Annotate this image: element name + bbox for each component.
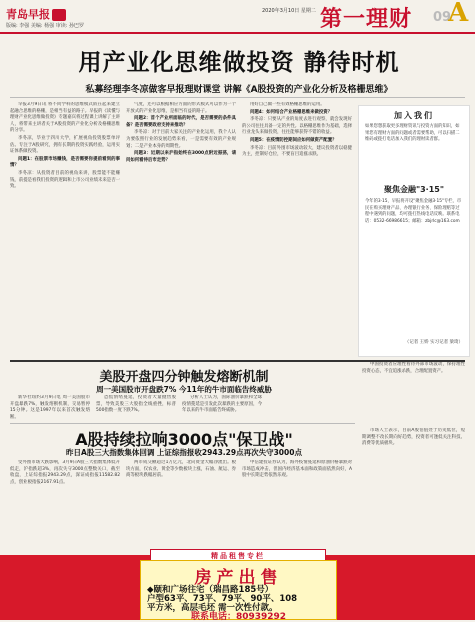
lead-headline: 用产业化思维做投资 静待时机 bbox=[78, 50, 400, 76]
story2-column-3 bbox=[182, 395, 262, 421]
sidebar-title-315: 聚焦金融"3·15" bbox=[383, 185, 445, 194]
sidebar-box bbox=[358, 105, 470, 357]
paragraph: 李冬凉：从投资者目前的视角来讲，股票能不能赚钱，前提是看我们投资的逻辑和上市公司业绩未来是否一致。 bbox=[10, 170, 120, 190]
paragraph: 恐慌情绪蔓延，投资者大量抛售股票，导致美股三大股指全线重挫，标普500指数一度下跌7%。 bbox=[96, 395, 176, 414]
story3-column-3 bbox=[242, 460, 352, 546]
paragraph: 问题5：在疫情防控期间应如何做资产配置？ bbox=[250, 137, 337, 143]
page-number: 09 bbox=[433, 10, 452, 25]
editor-meta: 版编: 李强 美编: 杨强 审读: 孙巴罗 bbox=[6, 23, 85, 29]
paragraph: 早报3月9日讯 将不同学科的思维模式嵌在起来建立起融合思维的格栅，是相当有益的路子。早报的《读懂与理财产业化思维做投资》专题嘉宾将过程课上讲解了主讲人，将带来主讲者关于A股投资的产业化分析及格栅思维的分享。 bbox=[10, 102, 120, 134]
ad-line-3: 平方米，高层毛坯 需一次性付款。 bbox=[147, 603, 278, 613]
paragraph: 问题3：近期以来沪指始终在3000点附近振荡，请问如何看待后市走势？ bbox=[126, 151, 236, 163]
story3-column-1 bbox=[10, 460, 120, 546]
paragraph: 李冬凉：只要从产业的角度去进行观察，就会发现好的公司往往具备一定的共性。以格栅思维作为基础，选择行业龙头来做投资，往往能够获得不错的收益。 bbox=[242, 117, 352, 136]
sidebar-credit: （记者 王娇 实习记者 梁琦） bbox=[404, 340, 463, 345]
paragraph: 两市成交额超过1万亿元，北向资金大幅净流出。板块方面，仅农业、黄金等少数板块上涨，石油、航运、券商等板块跌幅居前。 bbox=[126, 460, 236, 479]
lead-subhead: 私募经理李冬凉做客早报理财课堂 讲解《A股投资的产业化分析及格栅思维》 bbox=[85, 85, 393, 95]
paragraph: 问题2：首个产业所面临的时代，是否需要的条件具备？是否需要政府支持来推动？ bbox=[126, 116, 236, 128]
sidebar-title-join: 加入我们 bbox=[394, 111, 434, 120]
story3-column-4 bbox=[362, 428, 465, 546]
paragraph: 中国投资者应理性看待外部市场波动，保持理性投资心态，不宜追涨杀跌，合理配置资产。 bbox=[362, 362, 465, 374]
story2-column-1 bbox=[10, 395, 90, 421]
ad-phone: 联系电话：80939292 bbox=[190, 612, 287, 622]
story2-column-4 bbox=[362, 362, 465, 422]
paragraph: 受外围市场大跌影响，3月9日A股三大指数集体低开低走，沪指跌超3%，再次失守3000点整数关口，截至收盘，上证综指报2943.29点，深证成指报11582.82点，创业板指报2167.91点。 bbox=[10, 460, 120, 485]
paragraph: 气度，还可以根据相应方面的形式模式可以作为一个开放式的产业化思维，是相当有益的路子。 bbox=[126, 102, 236, 114]
lead-column-2 bbox=[126, 102, 236, 352]
story3-headline: A股持续拉响3000点"保卫战" bbox=[75, 430, 293, 449]
sidebar-text-315: 今年的3·15，早报将开设"聚焦金融3·15"专栏，市民在购买理财产品、办理银行业务、保险理赔等过程中遇到的问题，均可拨打热线电话反映。联系电话：0532-66986615；邮箱：zbjrlc@163.com bbox=[365, 199, 462, 224]
paragraph: 新华社纽约3月9日电 周一美国股市开盘暴跌7%，触发熔断机制，交易暂停15分钟。这是1997年以来首次触发熔断。 bbox=[10, 395, 90, 420]
page-letter: A bbox=[448, 0, 469, 28]
story3-subhead: 昨日A股三大指数集体回调 上证综指报收2943.29点再次失守3000点 bbox=[66, 448, 302, 457]
newspaper-logo: 青岛早报 bbox=[6, 6, 66, 22]
ad-box bbox=[140, 560, 337, 620]
sidebar-text-join: 如果您想获取更多理财资讯与投资方面的知识，如果您有理财方面的问题或者需要帮助，可以扫描二维码或拨打电话加入我们的理财读者群。 bbox=[365, 124, 460, 143]
logo-mark-icon bbox=[52, 9, 66, 21]
paragraph: 问题4：如何结合产业格栅思维来做投资？ bbox=[250, 109, 333, 115]
story2-subhead: 周一美国股市开盘跌7% 今11年的牛市面临告终威胁 bbox=[96, 385, 272, 394]
paragraph: 李冬凉：对于目前大家关注的产业化运用，我个人认为要依照行业的发展趋势来看，一是需要有效的产业规划；二是产业本身的周期性。 bbox=[126, 130, 236, 149]
ad-line-1: ◆颐和广场往宅（瑞昌路185号） bbox=[147, 585, 274, 595]
paragraph: 用好自己做一些有效格栅思维的运用。 bbox=[250, 102, 325, 107]
header-rule bbox=[0, 32, 475, 34]
paragraph: 分析人士认为，国际油价暴跌和全球疫情蔓延是引发此次暴跌的主要原因，今年以来的牛市面临告终威胁。 bbox=[182, 395, 262, 414]
ad-title: 房产出售 bbox=[194, 568, 283, 588]
ad-line-2: 户型63平、73平、79平、90平、108 bbox=[147, 594, 298, 604]
story2-headline: 美股开盘四分钟触发熔断机制 bbox=[99, 370, 269, 385]
paragraph: 李冬凉：目前外围市场波动较大，建议投资者以稳健为主，控制好仓位，不要盲目追涨杀跌。 bbox=[242, 145, 352, 158]
section-title: 第一理财 bbox=[320, 6, 413, 32]
story3-column-2 bbox=[126, 460, 236, 546]
story2-column-2 bbox=[96, 395, 176, 421]
paragraph: 问题1：在股票市场赚钱，是否需要你提前看到的事情？ bbox=[10, 156, 120, 169]
ad-header: 精品租售专栏 bbox=[150, 549, 326, 563]
paragraph: 李冬凉，毕业于四川大学，扩展视角投资股票单评估。专注于A股研究，拥有长期的投资实践经验，运用实证体系做投资。 bbox=[10, 135, 120, 155]
paragraph: 中信建投证券认为，海外疫情蔓延和原油价格暴跌对市场造成冲击，但国内经济基本面和政策面依然向好，A股中长期走势依然乐观。 bbox=[242, 460, 352, 479]
lead-column-3 bbox=[242, 102, 352, 352]
story2-divider bbox=[10, 423, 355, 424]
paragraph: 市场人士表示，目前A股估值处于历史低位，短期调整不改长期向好趋势，投资者可逢低关注科技、消费等优质板块。 bbox=[362, 428, 465, 447]
lead-divider bbox=[10, 97, 465, 98]
lead-column-1 bbox=[10, 102, 120, 352]
issue-date: 2020年3月10日 星期二 bbox=[262, 8, 316, 14]
